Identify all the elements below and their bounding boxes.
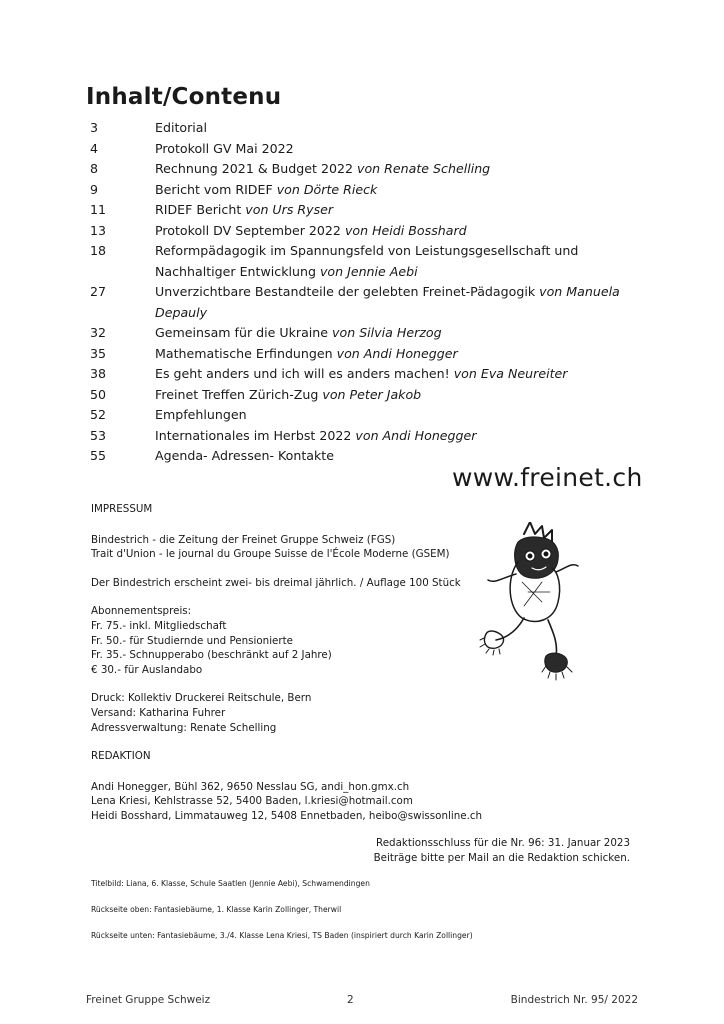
submission-note: Beiträge bitte per Mail an die Redaktion schicken. — [373, 852, 630, 864]
toc-author: von Heidi Bosshard — [344, 222, 467, 238]
toc-page-number: 3 — [90, 120, 99, 135]
toc-title — [155, 344, 650, 365]
abo-heading: Abonnementspreis: — [91, 605, 192, 618]
impressum-section — [91, 502, 531, 824]
toc-page-number: 35 — [90, 345, 107, 361]
table-of-contents — [90, 118, 650, 467]
toc-author: von Urs Ryser — [245, 202, 334, 217]
footer-page-number: 2 — [347, 994, 354, 1006]
toc-author: von Andi Honegger — [355, 427, 477, 443]
toc-author: von Andi Honegger — [336, 345, 458, 361]
toc-author: von Peter Jakob — [322, 386, 422, 402]
toc-author: von Jennie Aebi — [319, 263, 418, 279]
toc-title-text: Protokoll GV Mai 2022 — [155, 140, 294, 156]
toc-entry — [90, 139, 650, 160]
redaktion-member: Lena Kriesi, Kehlstrasse 52, 5400 Baden, l.kriesi@hotmail.com — [91, 795, 413, 808]
toc-page-number: 32 — [90, 325, 107, 340]
toc-author: von Renate Schelling — [357, 161, 491, 176]
toc-page-number: 38 — [90, 366, 107, 381]
toc-entry — [90, 344, 650, 365]
footer-issue: Bindestrich Nr. 95/ 2022 — [510, 994, 638, 1006]
toc-page-number: 18 — [90, 243, 107, 258]
redaktion-member: Heidi Bosshard, Limmatauweg 12, 5408 Ennetbaden, heibo@swissonline.ch — [91, 809, 483, 822]
toc-page-number: 27 — [90, 284, 107, 299]
toc-author: von Dörte Rieck — [276, 181, 378, 197]
toc-title — [155, 364, 650, 385]
toc-title-text: Es geht anders und ich will es anders machen! — [155, 366, 454, 381]
redaktion-heading: REDAKTION — [91, 750, 151, 763]
toc-entry — [90, 282, 650, 323]
toc-page-number: 11 — [90, 202, 107, 217]
toc-entry — [90, 118, 650, 139]
toc-title-text: RIDEF Bericht — [155, 202, 246, 217]
footer-publisher: Freinet Gruppe Schweiz — [86, 994, 211, 1006]
impressum-heading: IMPRESSUM — [91, 503, 153, 515]
toc-title-text: Gemeinsam für die Ukraine — [155, 325, 333, 340]
toc-entry — [90, 323, 650, 344]
toc-title-text: Internationales im Herbst 2022 — [155, 427, 356, 443]
toc-entry — [90, 426, 650, 447]
toc-title-text: Reformpädagogik im Spannungsfeld von Leistungsgesellschaft und Nachhaltiger Entwicklung — [155, 243, 579, 279]
website-link[interactable]: www.freinet.ch — [452, 463, 643, 492]
abo-item: Fr. 75.- inkl. Mitgliedschaft — [91, 619, 227, 632]
toc-title — [155, 282, 650, 323]
page-title: Inhalt/Contenu — [86, 84, 282, 110]
toc-page-number: 4 — [90, 140, 99, 156]
toc-title — [155, 385, 650, 406]
toc-page-number: 8 — [90, 161, 99, 176]
toc-entry — [90, 159, 650, 180]
toc-title — [155, 241, 650, 282]
toc-entry — [90, 221, 650, 242]
toc-page-number: 50 — [90, 386, 107, 402]
toc-title — [155, 221, 650, 242]
toc-entry — [90, 405, 650, 426]
cat-drawing-illustration — [472, 522, 582, 682]
toc-author: von Silvia Herzog — [332, 325, 442, 340]
toc-title-text: Protokoll DV September 2022 — [155, 222, 345, 238]
toc-entry — [90, 180, 650, 201]
druck-info: Druck: Kollektiv Druckerei Reitschule, Bern — [91, 692, 312, 705]
toc-page-number: 53 — [90, 427, 107, 443]
versand-info: Versand: Katharina Fuhrer — [91, 706, 226, 719]
toc-title-text: Mathematische Erfindungen — [155, 345, 337, 361]
toc-title — [155, 118, 650, 139]
abo-item: € 30.- für Auslandabo — [91, 663, 203, 676]
image-credits — [91, 879, 651, 957]
toc-page-number: 9 — [90, 181, 99, 197]
impressum-line-fr: Trait d'Union - le journal du Groupe Suisse de l'École Moderne (GSEM) — [91, 548, 450, 561]
credit-back-top: Rückseite oben: Fantasiebäume, 1. Klasse Karin Zollinger, Therwil — [91, 905, 342, 914]
toc-title — [155, 200, 650, 221]
credit-back-bottom: Rückseite unten: Fantasiebäume, 3./4. Klasse Lena Kriesi, TS Baden (inspiriert durch Karin Zollinger) — [91, 931, 473, 940]
deadline-note — [374, 836, 630, 866]
toc-title-text: Bericht vom RIDEF — [155, 181, 277, 197]
toc-title — [155, 426, 650, 447]
toc-title — [155, 139, 650, 160]
toc-title-text: Rechnung 2021 & Budget 2022 — [155, 161, 358, 176]
toc-title — [155, 405, 650, 426]
credit-cover: Titelbild: Liana, 6. Klasse, Schule Saatlen (Jennie Aebi), Schwamendingen — [91, 879, 370, 888]
toc-title-text: Empfehlungen — [155, 407, 247, 422]
toc-entry — [90, 364, 650, 385]
abo-item: Fr. 50.- für Studiernde und Pensionierte — [91, 634, 294, 647]
toc-title-text: Unverzichtbare Bestandteile der gelebten Freinet-Pädagogik — [155, 284, 540, 299]
adressverwaltung-info: Adressverwaltung: Renate Schelling — [91, 721, 277, 734]
toc-entry — [90, 385, 650, 406]
toc-page-number: 55 — [90, 448, 107, 463]
toc-author: von Manuela Depauly — [155, 284, 620, 320]
toc-page-number: 13 — [90, 222, 107, 238]
toc-title-text: Editorial — [155, 120, 207, 135]
toc-page-number: 52 — [90, 407, 107, 422]
toc-entry — [90, 241, 650, 282]
toc-entry — [90, 200, 650, 221]
toc-title — [155, 323, 650, 344]
abo-item: Fr. 35.- Schnupperabo (beschränkt auf 2 Jahre) — [91, 649, 332, 662]
toc-title-text: Freinet Treffen Zürich-Zug — [155, 386, 323, 402]
toc-title — [155, 159, 650, 180]
deadline-line: Redaktionsschluss für die Nr. 96: 31. Januar 2023 — [376, 837, 630, 849]
toc-title — [155, 180, 650, 201]
toc-title-text: Agenda- Adressen- Kontakte — [155, 448, 334, 463]
toc-author: von Eva Neureiter — [453, 366, 568, 381]
impressum-frequency: Der Bindestrich erscheint zwei- bis dreimal jährlich. / Auflage 100 Stück — [91, 576, 461, 589]
impressum-line-de: Bindestrich - die Zeitung der Freinet Gruppe Schweiz (FGS) — [91, 533, 396, 546]
redaktion-member: Andi Honegger, Bühl 362, 9650 Nesslau SG, andi_hon.gmx.ch — [91, 780, 410, 793]
